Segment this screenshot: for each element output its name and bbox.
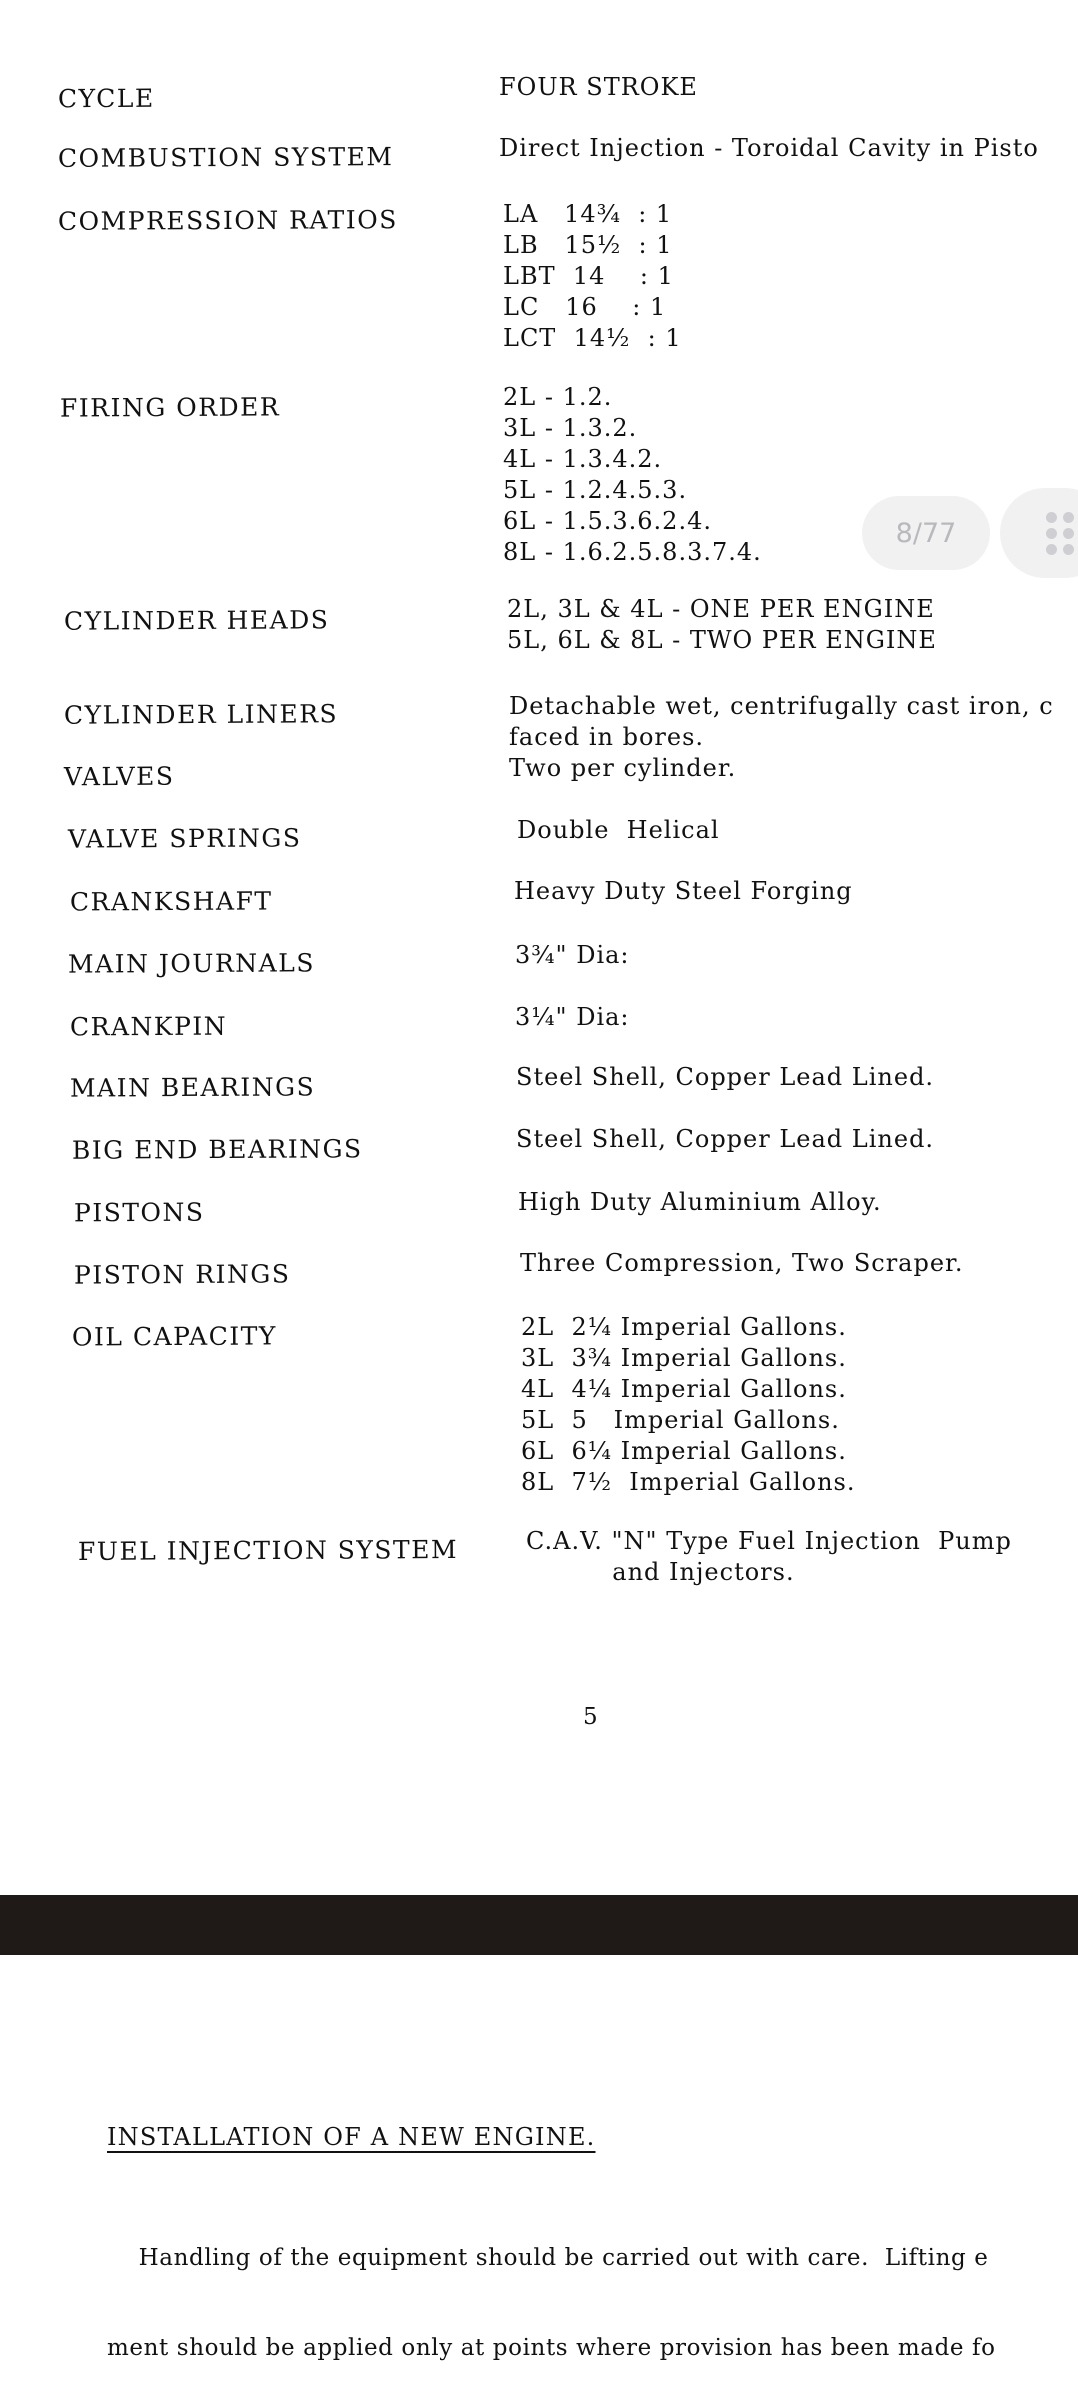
manual-page-installation (0, 1955, 1078, 2400)
spec-label-crankshaft: CRANKSHAFT (69, 886, 273, 917)
spec-label-big-end-bearings: BIG END BEARINGS (71, 1134, 363, 1165)
spec-value-combustion-system: Direct Injection - Toroidal Cavity in Pisto (499, 134, 1039, 162)
page-number: 5 (583, 1704, 598, 1730)
spec-value-crankpin: 3¼" Dia: (515, 1003, 630, 1031)
spec-value-big-end-bearings: Steel Shell, Copper Lead Lined. (516, 1125, 935, 1153)
spec-label-fuel-injection-system: FUEL INJECTION SYSTEM (77, 1535, 459, 1566)
spec-label-main-bearings: MAIN BEARINGS (69, 1072, 316, 1103)
spec-label-pistons: PISTONS (73, 1197, 205, 1228)
spec-value-crankshaft: Heavy Duty Steel Forging (514, 877, 853, 905)
spec-label-piston-rings: PISTON RINGS (73, 1259, 291, 1290)
spec-value-piston-rings: Three Compression, Two Scraper. (520, 1249, 964, 1277)
spec-label-firing-order: FIRING ORDER (59, 392, 281, 423)
spec-value-cycle: FOUR STROKE (499, 73, 698, 101)
section-title: INSTALLATION OF A NEW ENGINE. (107, 2123, 596, 2151)
spec-value-cylinder-liners: Detachable wet, centrifugally cast iron, c faced in bores. (509, 692, 1054, 751)
spec-label-cycle: CYCLE (57, 83, 155, 114)
spec-label-compression-ratios: COMPRESSION RATIOS (57, 205, 398, 236)
spec-label-crankpin: CRANKPIN (69, 1011, 228, 1042)
spec-value-oil-capacity: 2L 2¼ Imperial Gallons. 3L 3¾ Imperial Gallons. 4L 4¼ Imperial Gallons. 5L 5 Imperial Gallons. 6L 6¼ Imperial Gallons. 8L 7½ Imperial Gallons. (521, 1313, 856, 1496)
page-separator (0, 1895, 1078, 1955)
spec-label-combustion-system: COMBUSTION SYSTEM (57, 142, 394, 173)
spec-label-oil-capacity: OIL CAPACITY (71, 1321, 277, 1352)
spec-label-valves: VALVES (63, 761, 175, 792)
spec-value-valves: Two per cylinder. (509, 754, 737, 782)
spec-label-valve-springs: VALVE SPRINGS (67, 823, 302, 854)
spec-value-firing-order: 2L - 1.2. 3L - 1.3.2. 4L - 1.3.4.2. 5L - 1.2.4.5.3. 6L - 1.5.3.6.2.4. 8L - 1.6.2.5.8.3.7.4. (503, 383, 762, 566)
spec-value-valve-springs: Double Helical (517, 816, 720, 844)
spec-value-fuel-injection-system: C.A.V. "N" Type Fuel Injection Pump and Injectors. (526, 1527, 1012, 1586)
paragraph-handling: Handling of the equipment should be carried out with care. Lifting e ment should be applied only at points where provision has been made fo (107, 2245, 996, 2361)
spec-value-pistons: High Duty Aluminium Alloy. (518, 1188, 882, 1216)
spec-value-main-bearings: Steel Shell, Copper Lead Lined. (516, 1063, 935, 1091)
spec-label-main-journals: MAIN JOURNALS (67, 948, 315, 979)
spec-value-cylinder-heads: 2L, 3L & 4L - ONE PER ENGINE 5L, 6L & 8L - TWO PER ENGINE (507, 595, 937, 654)
spec-value-compression-ratios: LA 14¾ : 1 LB 15½ : 1 LBT 14 : 1 LC 16 : 1 LCT 14½ : 1 (503, 200, 682, 352)
paragraph-siting (107, 2367, 1078, 2400)
spec-label-cylinder-liners: CYLINDER LINERS (63, 699, 339, 730)
page-indicator: 8/77 (862, 496, 990, 570)
spec-label-cylinder-heads: CYLINDER HEADS (63, 605, 330, 636)
spec-value-main-journals: 3¾" Dia: (515, 941, 630, 969)
more-options-icon (1046, 512, 1078, 556)
